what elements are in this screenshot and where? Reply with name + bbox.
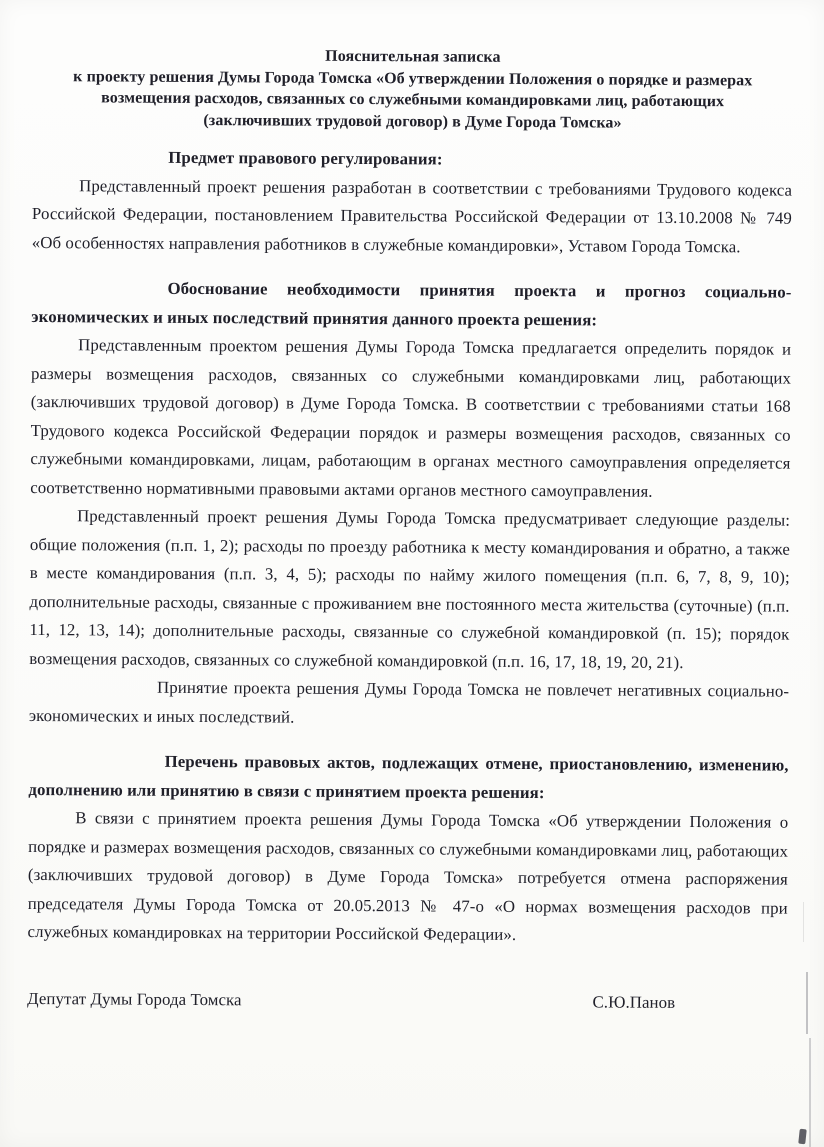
document-content: [27, 44, 793, 1018]
heading-subject-of-regulation: Предмет правового регулирования:: [168, 147, 443, 169]
paragraph-acts-cancellation: В связи с принятием проекта решения Думы Города Томска «Об утверждении Положения о порядке и размерах возмещения расходов, связанных со служебными командировками лиц, работающих (заключивших трудовой договор) в Думе Города Томска» потребуется отмена распоряжения председателя Думы Города Томска от 20.05.2013 № 47-о «О нормах возмещения расходов при служебных командировках на территории Российской Федерации».: [27, 808, 789, 944]
heading-acts-list: Перечень правовых актов, подлежащих отмене, приостановлению, изменению, дополнению или принятию в связи с принятием проекта решения:: [28, 751, 789, 802]
document-title-block: [60, 44, 765, 134]
document-title-subtitle: к проекту решения Думы Города Томска «Об утверждении Положения о порядке и размерах возмещения расходов, связанных со служебными командировками лиц, работающих (заключивших трудовой договор) в Думе Города Томска»: [73, 67, 753, 132]
signature-block: [27, 984, 787, 1017]
paragraph-draft-purpose: Представленным проектом решения Думы Города Томска предлагается определить порядок и размеры возмещения расходов, связанных со служебными командировками лиц, работающих (заключивших трудовой договор) в Думе Города Томска. В соответствии с требованиями статьи 168 Трудового кодекса Российской Федерации порядок и размеры возмещения расходов, связанных со служебными командировками, лицам, работающим в органах местного самоуправления определяется соответственно нормативными правовыми актами органов местного самоуправления.: [30, 335, 792, 501]
heading-justification: Обоснование необходимости принятия проекта и прогноз социально-экономических и иных последствий принятия данного проекта решения:: [31, 278, 792, 329]
paragraph-legal-basis: Представленный проект решения разработан в соответствии с требованиями Трудового кодекса Российской Федерации, постановлением Правительства Российской Федерации от 13.10.2008 № 749 «Об особенностях направления работников в служебные командировки», Уставом Города Томска.: [31, 175, 793, 256]
signature-position: Депутат Думы Города Томска: [27, 988, 242, 1009]
paragraph-consequences: Принятие проекта решения Думы Города Томска не повлечет негативных социально-экономических и иных последствий.: [28, 677, 790, 727]
scan-artifact-mark: [798, 1129, 807, 1145]
scan-artifact-line: [806, 972, 808, 1034]
signature-name: С.Ю.Панов: [592, 991, 676, 1012]
scan-artifact-line: [803, 902, 804, 942]
paragraph-draft-sections: Представленный проект решения Думы Города Томска предусматривает следующие разделы: общие положения (п.п. 1, 2); расходы по проезду работника к месту командирования и обратно, а также в месте командирования (п.п. 3, 4, 5); расходы по найму жилого помещения (п.п. 6, 7, 8, 9, 10); дополнительные расходы, связанные с проживанием вне постоянного места жительства (суточные) (п.п. 11, 12, 13, 14); дополнительные расходы, связанные со служебной командировкой (п. 15); порядок возмещения расходов, связанных со служебной командировкой (п.п. 16, 17, 18, 19, 20, 21).: [29, 506, 791, 672]
scan-artifact-line: [809, 1038, 811, 1147]
document-title: Пояснительная записка: [325, 47, 501, 66]
